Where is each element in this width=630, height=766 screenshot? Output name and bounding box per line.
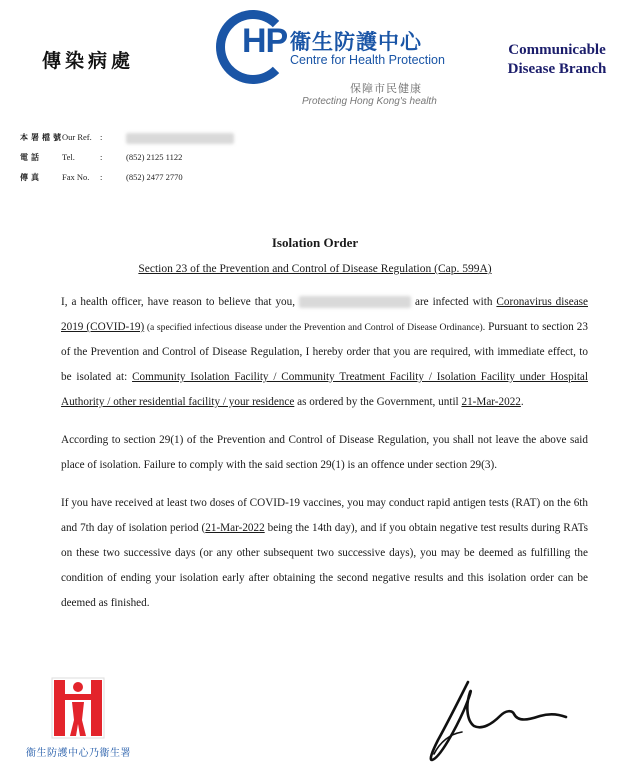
disease-name: Coronavirus disease 2019 (COVID-19) bbox=[61, 296, 588, 333]
p1-text: Pursuant to section 23 of the Prevention and Control of Disease Regulation, I hereby order that you are required, with immediate effect, to be isolated at: bbox=[61, 321, 588, 383]
ref-value-redacted bbox=[126, 132, 234, 144]
health-officer-signature bbox=[420, 676, 570, 764]
ref-label-zh: 電話 bbox=[20, 153, 42, 162]
p1-text: I, a health officer, have reason to believe that you, bbox=[61, 296, 299, 308]
p3-text: being the 14th day), and if you obtain negative test results during RATs on these two successive days (or any other subsequent two successive days), you may be deemed as fulfilling the condition of ending your isolation early after obtaining the second negative results and this isolation order can be deemed as finished. bbox=[61, 522, 588, 609]
document-subtitle: Section 23 of the Prevention and Control of Disease Regulation (Cap. 599A) bbox=[138, 263, 492, 275]
disease-note: (a specified infectious disease under the Prevention and Control of Disease Ordinance). bbox=[144, 322, 486, 333]
department-name-zh: 傳染病處 bbox=[42, 51, 135, 72]
ref-label-en: Our Ref. bbox=[62, 132, 92, 142]
tagline-zh: 保障市民健康 bbox=[350, 82, 422, 95]
branch-name: Communicable Disease Branch bbox=[507, 42, 607, 77]
p3-text: If you have received at least two doses of COVID-19 vaccines, you may conduct rapid antigen tests (RAT) on the 6th and 7th day of isolation period ( bbox=[61, 497, 588, 534]
ref-value-fax: (852) 2477 2770 bbox=[126, 172, 183, 182]
isolation-end-date: 21-Mar-2022 bbox=[461, 396, 521, 408]
rat-end-date: 21-Mar-2022 bbox=[205, 522, 265, 534]
ref-value-tel: (852) 2125 1122 bbox=[126, 152, 183, 162]
document-title: Isolation Order bbox=[271, 235, 359, 250]
p1-text: . bbox=[520, 396, 524, 408]
p1-text: are infected with bbox=[414, 296, 497, 308]
paragraph-offence: According to section 29(1) of the Prevention and Control of Disease Regulation, you shall not leave the above said place of isolation. Failure to comply with the said section 29(1) is an offence under section 29(3). bbox=[61, 434, 588, 471]
redacted-name bbox=[299, 296, 411, 308]
ref-label-zh: 本署檔號 bbox=[20, 133, 64, 142]
chp-name-en: Centre for Health Protection bbox=[290, 53, 445, 67]
isolation-place: Community Isolation Facility / Community Treatment Facility / Isolation Facility under Hospital Authority / other residential facility / your residence bbox=[61, 371, 588, 408]
ref-label-en: Fax No. bbox=[62, 172, 90, 182]
ref-label-en: Tel. bbox=[62, 152, 75, 162]
paragraph-order bbox=[61, 290, 588, 415]
document-body bbox=[61, 290, 588, 629]
ref-colon: : bbox=[100, 152, 103, 162]
paragraph-rat bbox=[61, 491, 588, 616]
department-of-health-emblem-icon bbox=[50, 676, 106, 740]
ref-colon: : bbox=[100, 132, 103, 142]
ref-label-zh: 傳真 bbox=[20, 173, 42, 182]
chp-logo-mark: HP bbox=[242, 22, 288, 60]
chp-name-zh: 衞生防護中心 bbox=[290, 30, 422, 54]
ref-colon: : bbox=[100, 172, 103, 182]
p1-text: as ordered by the Government, until bbox=[294, 396, 462, 408]
emblem-caption-zh: 衞生防護中心乃衞生署 bbox=[26, 748, 131, 759]
tagline-en: Protecting Hong Kong's health bbox=[302, 96, 437, 107]
